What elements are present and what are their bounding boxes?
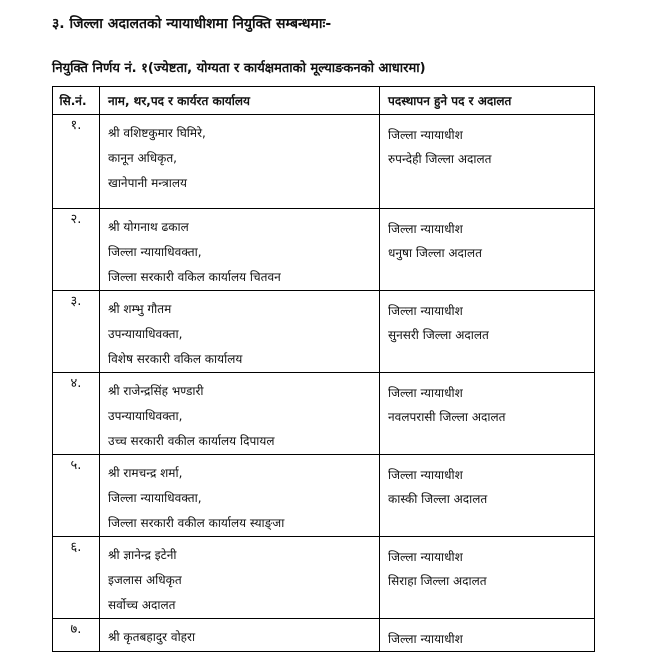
appointee-detail-line: खानेपानी मन्त्रालय (108, 176, 187, 190)
header-posting-court: पदस्थापन हुने पद र अदालत (380, 87, 595, 115)
appointee-detail-line: कानून अधिकृत, (108, 151, 177, 165)
appointee-detail-line: उपन्यायाधिवक्ता, (108, 409, 183, 423)
appointee-detail-line: जिल्ला न्यायाधिवक्ता, (108, 491, 202, 505)
posting-court: रुपन्देही जिल्ला अदालत (388, 152, 492, 166)
posting-court: सुनसरी जिल्ला अदालत (388, 328, 489, 342)
posting-details (380, 291, 595, 373)
appointee-name: श्री वशिष्टकुमार घिमिरे, (108, 126, 206, 140)
posting-details (380, 115, 595, 209)
table-row (53, 373, 595, 455)
appointee-name: श्री शम्भु गौतम (108, 302, 172, 316)
appointment-table (52, 86, 595, 652)
serial-number: ५. (53, 455, 100, 537)
appointee-details (100, 115, 380, 209)
appointee-details (100, 455, 380, 537)
posting-court: कास्की जिल्ला अदालत (388, 492, 488, 506)
section-heading: ३. जिल्ला अदालतको न्यायाधीशमा नियुक्ति सम्बन्धमाः- (52, 16, 332, 32)
appointee-details (100, 291, 380, 373)
posting-details (380, 537, 595, 619)
serial-number: २. (53, 209, 100, 291)
posting-details (380, 619, 595, 652)
appointee-detail-line: उच्च सरकारी वकील कार्यालय दिपायल (108, 434, 275, 448)
appointee-detail-line: जिल्ला सरकारी वकील कार्यालय स्याङ्जा (108, 516, 285, 530)
posting-position: जिल्ला न्यायाधीश (388, 550, 463, 564)
table-row (53, 291, 595, 373)
table-row (53, 115, 595, 209)
appointee-detail-line: इजलास अधिकृत (108, 573, 182, 587)
appointee-name: श्री योगनाथ ढकाल (108, 220, 189, 234)
serial-number: ७. (53, 619, 100, 652)
table-row (53, 209, 595, 291)
table-row (53, 455, 595, 537)
appointee-detail-line: सर्वोच्च अदालत (108, 598, 176, 612)
serial-number: ३. (53, 291, 100, 373)
serial-number: ४. (53, 373, 100, 455)
appointee-name: श्री राजेन्द्रसिंह भण्डारी (108, 384, 204, 398)
posting-position: जिल्ला न्यायाधीश (388, 222, 463, 236)
decision-heading: नियुक्ति निर्णय नं. १(ज्येष्टता, योग्यता र कार्यक्षमताको मूल्याङकनको आधारमा) (52, 61, 426, 76)
appointee-name: श्री ज्ञानेन्द्र इटेनी (108, 548, 177, 562)
header-name-position-office: नाम, थर,पद र कार्यरत कार्यालय (100, 87, 380, 115)
serial-number: ६. (53, 537, 100, 619)
appointee-detail-line: विशेष सरकारी वकिल कार्यालय (108, 352, 243, 366)
appointee-details (100, 373, 380, 455)
appointee-details (100, 537, 380, 619)
serial-number: १. (53, 115, 100, 209)
table-header-row (53, 87, 595, 115)
header-serial-number: सि.नं. (53, 87, 100, 115)
posting-details (380, 373, 595, 455)
appointee-details (100, 209, 380, 291)
posting-court: धनुषा जिल्ला अदालत (388, 246, 483, 260)
table-row (53, 619, 595, 652)
table-row (53, 537, 595, 619)
appointee-detail-line: जिल्ला सरकारी वकिल कार्यालय चितवन (108, 270, 281, 284)
posting-court: नवलपरासी जिल्ला अदालत (388, 410, 506, 424)
appointee-name: श्री रामचन्द्र शर्मा, (108, 466, 183, 480)
appointee-name: श्री कृतबहादुर वोहरा (108, 630, 196, 644)
posting-position: जिल्ला न्यायाधीश (388, 632, 463, 646)
posting-details (380, 209, 595, 291)
appointee-details (100, 619, 380, 652)
posting-position: जिल्ला न्यायाधीश (388, 128, 463, 142)
posting-position: जिल्ला न्यायाधीश (388, 386, 463, 400)
posting-court: सिराहा जिल्ला अदालत (388, 574, 487, 588)
appointee-detail-line: जिल्ला न्यायाधिवक्ता, (108, 245, 202, 259)
appointee-detail-line: उपन्यायाधिवक्ता, (108, 327, 183, 341)
posting-details (380, 455, 595, 537)
posting-position: जिल्ला न्यायाधीश (388, 468, 463, 482)
posting-position: जिल्ला न्यायाधीश (388, 304, 463, 318)
